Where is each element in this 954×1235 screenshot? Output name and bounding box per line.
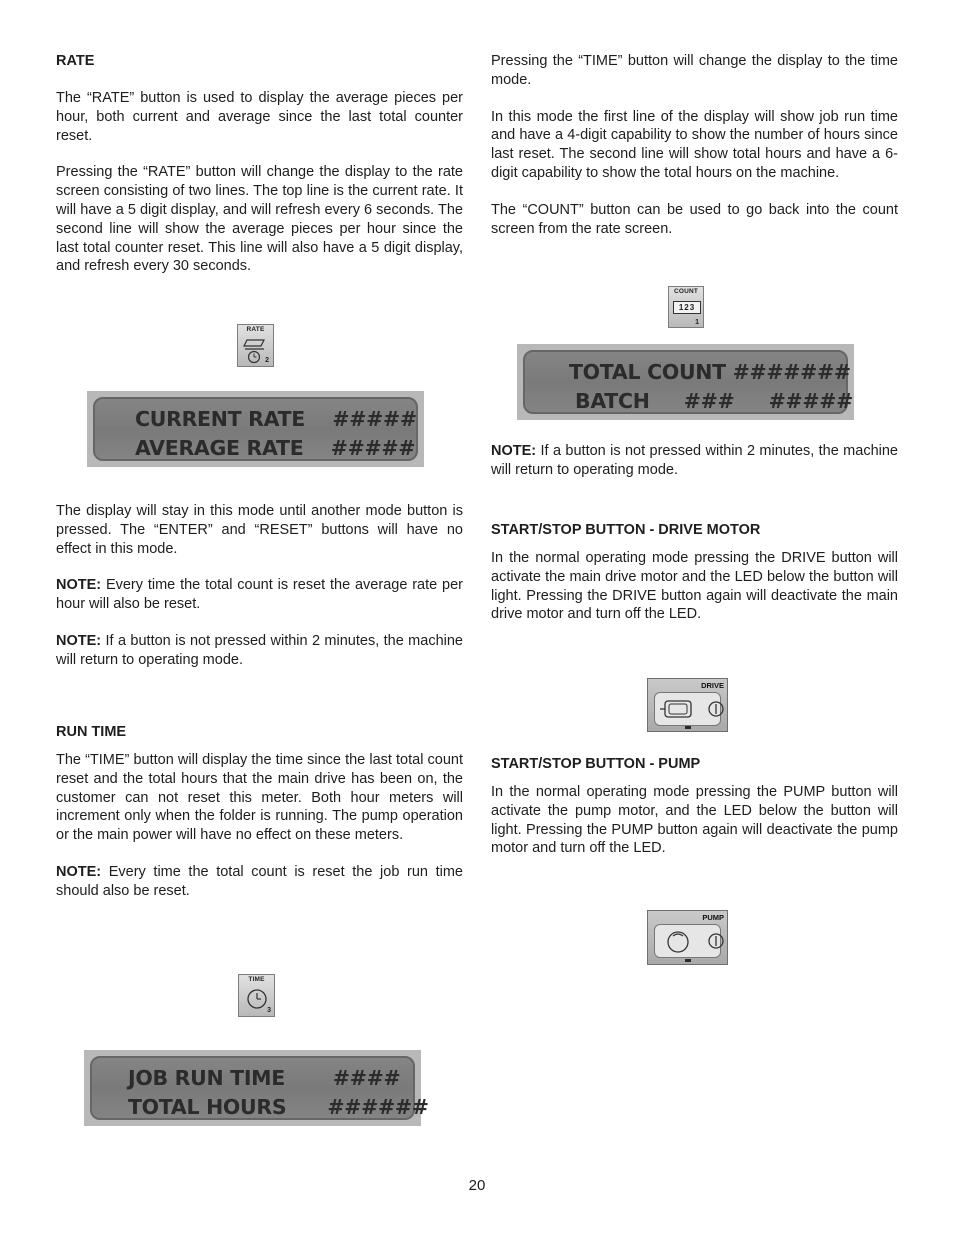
pump-section [491, 755, 898, 858]
drive-heading: START/STOP BUTTON - DRIVE MOTOR [491, 522, 761, 538]
note-timeout-right [491, 442, 898, 480]
rate-button-caption: RATE [246, 326, 265, 333]
pump-icon [665, 929, 691, 955]
rate-display-line-2: AVERAGE RATE ##### [135, 436, 416, 460]
note-label: NOTE: [56, 632, 102, 649]
left-column-lower [56, 502, 463, 670]
drive-paragraph: In the normal operating mode pressing the DRIVE button will activate the main drive motor and the LED below the button will light. Pressing the DRIVE button again will deactivate the main drive motor and turn off the LED. [491, 550, 898, 623]
motor-icon [659, 698, 695, 720]
time-display-line-2: TOTAL HOURS ###### [128, 1095, 429, 1119]
count-paragraph: The “COUNT” button can be used to go back into the count screen from the rate screen. [491, 201, 898, 237]
pump-heading: START/STOP BUTTON - PUMP [491, 756, 701, 772]
count-button-caption: COUNT [673, 288, 699, 295]
rate-button-icon [237, 324, 274, 367]
counter-icon: 123 [673, 301, 701, 314]
runtime-section [56, 723, 463, 901]
page-number: 20 [468, 1177, 486, 1194]
time-mode-paragraph-1: Pressing the “TIME” button will change the display to the time mode. [491, 53, 898, 88]
time-button-caption: TIME [248, 976, 265, 983]
right-note-section [491, 442, 898, 480]
power-icon [707, 700, 725, 718]
drive-section [491, 521, 898, 624]
time-display-screen [90, 1056, 429, 1120]
rate-display-screen [93, 397, 418, 461]
pump-button-label: PUMP [702, 913, 724, 922]
drive-led [685, 726, 691, 729]
count-button-icon [668, 286, 704, 328]
note-timeout-left [56, 632, 463, 670]
note-reset-rate [56, 576, 463, 614]
count-display-line-2: BATCH ### ##### [575, 389, 853, 413]
rate-display [87, 391, 424, 467]
rate-display-line-1: CURRENT RATE ##### [135, 407, 417, 431]
display-mode-paragraph: The display will stay in this mode until another mode button is pressed. The “ENTER” and “RESET” buttons will have no effect in this mode. [56, 503, 463, 557]
rate-paragraph-2: Pressing the “RATE” button will change the display to the rate screen consisting of two lines. The top line is the current rate. It will have a 5 digit display, and will refresh every 6 seconds. The second line will show the average pieces per hour since the last total counter reset. This line will also have a 5 digit display, and refresh every 30 seconds. [56, 164, 463, 275]
count-display-screen [523, 350, 853, 414]
left-column [56, 52, 463, 276]
time-button-number: 3 [267, 1007, 271, 1014]
pump-paragraph: In the normal operating mode pressing the PUMP button will activate the pump motor, and the LED below the button will light. Pressing the PUMP button again will deactivate the pump motor and turn off the LED. [491, 784, 898, 857]
time-display [84, 1050, 429, 1126]
note-label: NOTE: [491, 443, 537, 459]
time-button-icon [238, 974, 275, 1017]
time-mode-paragraph-2: In this mode the first line of the display will show job run time and have a 4-digit capability to show the number of hours since last reset. The second line will show total hours and have a 6-digit capability to show the total hours on the machine. [491, 108, 898, 181]
drive-button [647, 678, 728, 732]
time-display-line-1: JOB RUN TIME #### [128, 1066, 401, 1090]
pump-button-face [654, 924, 721, 958]
drive-button-face [654, 692, 721, 726]
power-icon [707, 932, 725, 950]
note-label: NOTE: [56, 863, 102, 880]
count-display [517, 344, 854, 420]
note-text: Every time the total count is reset the average rate per hour will also be reset. [56, 577, 463, 613]
note-label: NOTE: [56, 577, 102, 594]
count-display-line-1: TOTAL COUNT ####### [569, 360, 851, 384]
runtime-heading: RUN TIME [56, 724, 127, 740]
count-button-number: 1 [695, 319, 699, 326]
pump-button [647, 910, 728, 965]
rate-button-number: 2 [265, 357, 269, 364]
rate-heading: RATE [56, 53, 95, 69]
note-text: Every time the total count is reset the job run time should also be reset. [56, 863, 463, 899]
note-text: If a button is not pressed within 2 minutes, the machine will return to operating mode. [56, 632, 463, 668]
runtime-paragraph: The “TIME” button will display the time since the last total count reset and the total hours that the main drive has been on, the customer can not reset this meter. Both hour meters will increment only when the folder is running. The pump operation or the main power will have no effect on these meters. [56, 752, 463, 844]
note-text: If a button is not pressed within 2 minutes, the machine will return to operating mode. [491, 443, 898, 478]
clock-icon [244, 986, 270, 1014]
note-reset-runtime [56, 863, 463, 901]
drive-button-label: DRIVE [701, 681, 724, 690]
rate-paragraph-1: The “RATE” button is used to display the average pieces per hour, both current and average since the last total counter reset. [56, 90, 463, 144]
pump-led [685, 959, 691, 962]
right-column [491, 52, 898, 238]
